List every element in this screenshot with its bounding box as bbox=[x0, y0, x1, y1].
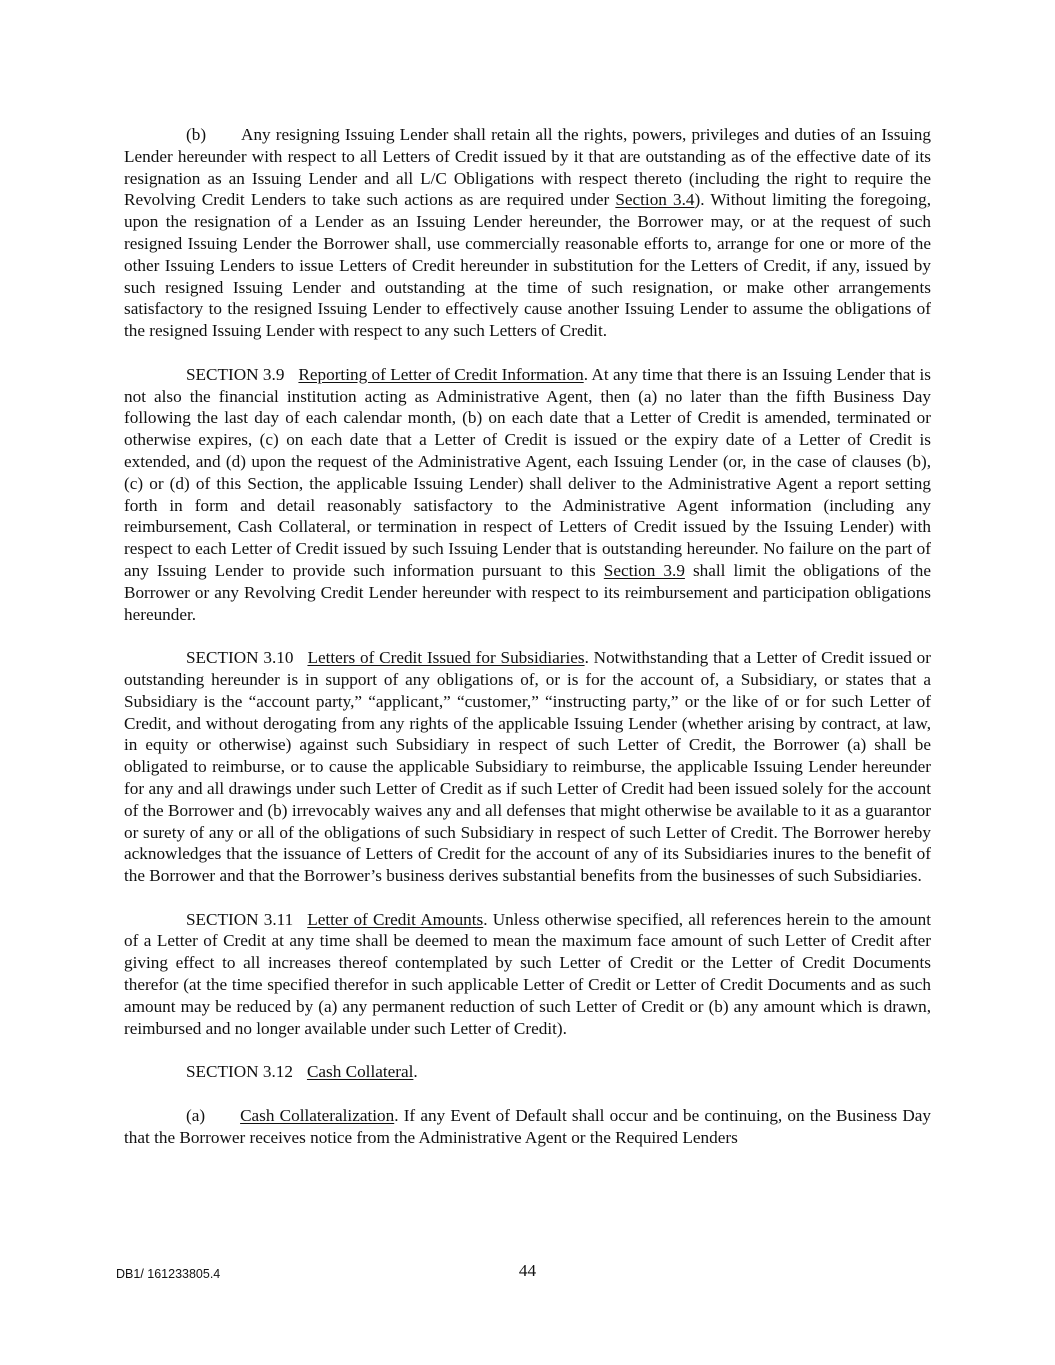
footer-document-id: DB1/ 161233805.4 bbox=[116, 1267, 221, 1281]
paragraph-a-text: . If any Event of Default shall occur and be continuing, on the Business Day that the Borrower receives notice from the Administrative Agent or the Required Lenders bbox=[124, 1105, 931, 1147]
paragraph-b-text-2: ). Without limiting the foregoing, upon the resignation of a Lender as an Issuing Lender hereunder, the Borrower may, or at the request of such resigned Issuing Lender the Borrower shall, use commercially reasonable efforts to, arrange for one or more of the other Issuing Lenders to issue Letters of Credit hereunder in substitution for the Letters of Credit, if any, issued by such resigned Issuing Lender and outstanding at the time of such resignation, or make other arrangements satisfactory to the resigned Issuing Lender to effectively cause another Issuing Lender to assume the obligations of the resigned Issuing Lender with respect to any such Letters of Credit. bbox=[124, 190, 931, 341]
section-3-10 bbox=[124, 647, 931, 887]
section-3-11-heading: Letter of Credit Amounts bbox=[307, 909, 484, 929]
section-3-10-text: . Notwithstanding that a Letter of Credit issued or outstanding hereunder is in support of any obligations of, or is for the account of, a Subsidiary, or states that a Subsidiary is the “account party,” “applicant,” “customer,” “instructing party,” or the like of or for such Letter of Credit, and without derogating from any rights of the applicable Issuing Lender (whether arising by contract, at law, in equity or otherwise) against such Subsidiary in respect of such Letter of Credit, the Borrower (a) shall be obligated to reimburse, or to cause the applicable Subsidiary to reimburse, the applicable Issuing Lender hereunder for any and all drawings under such Letter of Credit as if such Letter of Credit had been issued solely for the account of the Borrower and (b) irrevocably waives any and all defenses that might otherwise be available to it as a guarantor or surety of any or all of the obligations of such Subsidiary in respect of such Letter of Credit. The Borrower hereby acknowledges that the issuance of Letters of Credit for the account of any of its Subsidiaries inures to the benefit of the Borrower and that the Borrower’s business derives substantial benefits from the businesses of such Subsidiaries. bbox=[124, 648, 931, 886]
section-3-11-text: . Unless otherwise specified, all references herein to the amount of a Letter of Credit at any time shall be deemed to mean the maximum face amount of such Letter of Credit after giving effect to all increases thereof contemplated by such Letter of Credit or the Letter of Credit Documents therefor (at the time specified therefor in such applicable Letter of Credit or Letter of Credit Documents and as such amount may be reduced by (a) any permanent reduction of such Letter of Credit or (b) any amount which is drawn, reimbursed and no longer available under such Letter of Credit). bbox=[124, 909, 931, 1038]
section-3-9-heading: Reporting of Letter of Credit Information bbox=[298, 364, 584, 384]
section-3-12-heading: Cash Collateral bbox=[306, 1062, 414, 1082]
paragraph-a-heading: Cash Collateralization bbox=[240, 1105, 395, 1125]
paragraph-b-text-1: Any resigning Issuing Lender shall retain all the rights, powers, privileges and duties of an Issuing Lender hereunder with respect to all Letters of Credit issued by it that are outstanding as of the effective date of its resignation as an Issuing Lender and all L/C Obligations with respect thereto (including the right to require the Revolving Credit Lenders to take such actions as are required under bbox=[124, 125, 931, 210]
document-body bbox=[124, 124, 931, 1170]
paragraph-b bbox=[124, 124, 931, 342]
section-3-12-number: SECTION 3.12 bbox=[186, 1062, 293, 1082]
paragraph-a bbox=[124, 1105, 931, 1149]
section-3-9-text-1: . At any time that there is an Issuing Lender that is not also the financial institution acting as Administrative Agent, then (a) no later than the fifth Business Day following the last day of each calendar month, (b) on each date that a Letter of Credit is amended, terminated or otherwise expires, (c) on each date that a Letter of Credit is issued or the expiry date of a Letter of Credit is extended, and (d) upon the request of the Administrative Agent, each Issuing Lender (or, in the case of clauses (b), (c) or (d) of this Section, the applicable Issuing Lender) shall deliver to the Administrative Agent a report setting forth in form and detail reasonably satisfactory to the Administrative Agent information (including any reimbursement, Cash Collateral, or termination in respect of Letters of Credit issued by the Issuing Lender) with respect to each Letter of Credit issued by such Issuing Lender that is outstanding hereunder. No failure on the part of any Issuing Lender to provide such information pursuant to this bbox=[124, 364, 931, 580]
section-3-4-reference: Section 3.4 bbox=[615, 190, 695, 210]
section-3-11 bbox=[124, 909, 931, 1040]
section-3-10-number: SECTION 3.10 bbox=[186, 648, 294, 668]
section-3-12-text: . bbox=[413, 1062, 418, 1082]
section-3-9-number: SECTION 3.9 bbox=[186, 364, 285, 384]
section-3-9-reference: Section 3.9 bbox=[603, 560, 685, 580]
section-3-9-text-2: shall limit the obligations of the Borrower or any Revolving Credit Lender hereunder with respect to its reimbursement and participation obligations hereunder. bbox=[124, 560, 931, 624]
section-3-12 bbox=[124, 1061, 931, 1083]
paragraph-b-label: (b) bbox=[186, 125, 207, 144]
section-3-10-heading: Letters of Credit Issued for Subsidiaries bbox=[307, 648, 585, 668]
page-number: 44 bbox=[518, 1261, 537, 1280]
paragraph-a-label: (a) bbox=[186, 1105, 206, 1125]
section-3-9 bbox=[124, 364, 931, 626]
section-3-11-number: SECTION 3.11 bbox=[186, 909, 294, 929]
